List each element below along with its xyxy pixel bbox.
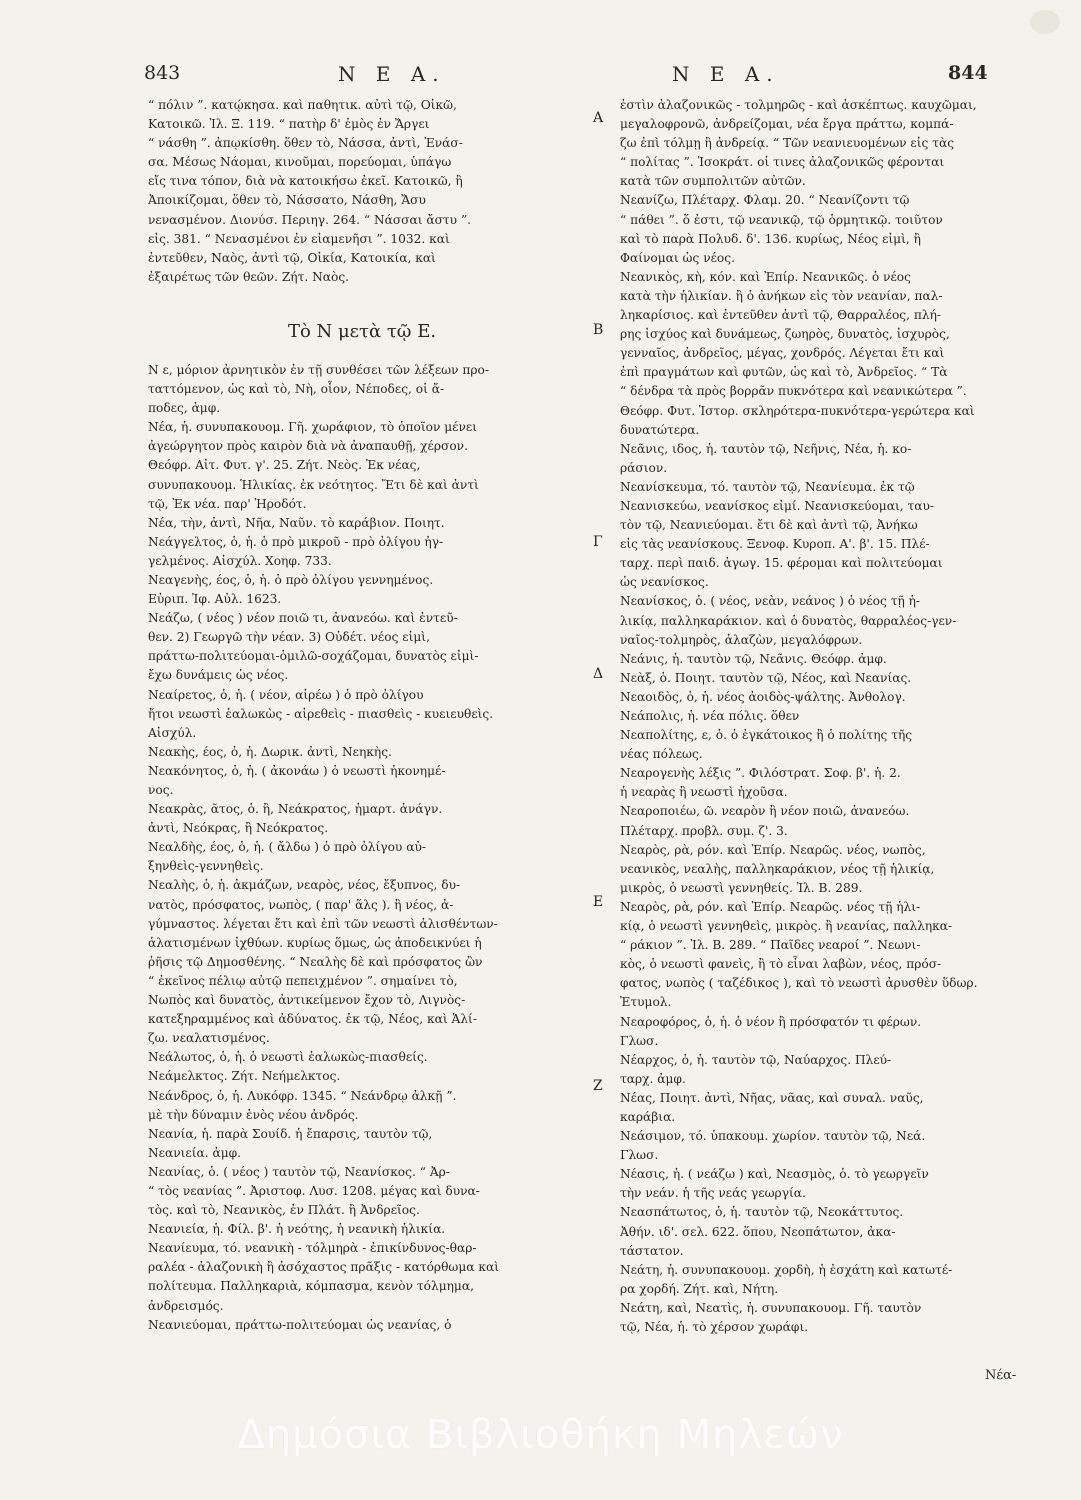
text-line: Νεάζω, ( νέος ) νέον ποιῶ τι, ἀνανεόω. καὶ ἐντεῦ- — [148, 611, 458, 626]
text-line: Νεαοιδὸς, ὁ, ἡ. νέος ἀοιδὸς-ψάλτης. Ἀνθολογ. — [620, 689, 906, 704]
text-line: νέας πόλεως. — [620, 747, 703, 762]
text-line: Νεακὴς, έος, ὁ, ἡ. Δωρικ. ἀντὶ, Νεηκὴς. — [148, 744, 392, 759]
left-page-number: 843 — [144, 62, 181, 84]
text-line: νεανικὸς, νεαλὴς, παλληκαράκιον, νέος τῇ ἡλικίᾳ, — [620, 861, 935, 876]
section-letter-a: A — [593, 110, 604, 126]
text-line: ταρχ. περὶ παιδ. ἀγωγ. 15. φέρομαι καὶ πολιτεύομαι — [620, 556, 943, 571]
text-line: λικίᾳ, παλληκαράκιον. καὶ ὁ δυνατὸς, θαρραλέος-γεν- — [620, 613, 957, 628]
text-line: Νεανιεία. ἀμφ. — [148, 1145, 242, 1160]
text-line: κατεξηραμμένος καὶ ἀδύνατος. ἐκ τῷ, Νέος, καὶ Ἁλί- — [148, 1012, 477, 1027]
text-line: νενασμένον. Διονύσ. Περιηγ. 264. “ Νάσσαι ἄστυ ”. — [148, 212, 472, 227]
text-line: τὸν τῷ, Νεανιεύομαι. ἔτι δὲ καὶ ἀντὶ τῷ, Ἀνήκω — [620, 518, 918, 533]
text-line: ἐπὶ πραγμάτων καὶ φυτῶν, ὡς καὶ τὸ, Ἀνδρεῖος. “ Τὰ — [620, 365, 948, 380]
library-watermark: Δημόσια Βιβλιοθήκη Μηλεών — [237, 1412, 844, 1458]
text-line: Νεανισκεύω, νεανίσκος εἰμί. Νεανισκεύομαι, ταυ- — [620, 498, 934, 513]
text-line: ἁλατισμένων ἰχθύων. κυρίως ὅμως, ὡς ἀποδεικνύει ἡ — [148, 935, 482, 950]
text-line: δυνατώτερα. — [620, 422, 700, 437]
text-line: Νεαλὴς, ὁ, ἡ. ἀκμάζων, νεαρὸς, νέος, ἔξυπνος, δυ- — [148, 878, 461, 893]
text-line: καράβια. — [620, 1109, 676, 1124]
text-line: καὶ τὸ παρὰ Πολυδ. δ'. 136. κυρίως, Νέος εἰμὶ, ἢ — [620, 231, 921, 246]
text-line: ἐντεῦθεν, Ναὸς, ἀντὶ τῷ, Οἰκία, Κατοικία, καὶ — [148, 250, 436, 265]
text-line: Νεαλδὴς, έος, ὁ, ἡ. ( ἄλδω ) ὁ πρὸ ὀλίγου αὐ- — [148, 840, 426, 855]
text-line: Νεανιεύομαι, πράττω-πολιτεύομαι ὡς νεανίας, ὁ — [148, 1317, 452, 1332]
right-page-number: 844 — [948, 62, 988, 84]
text-line: Νεανίσκευμα, τό. ταυτὸν τῷ, Νεανίευμα. ἐκ τῷ — [620, 479, 915, 494]
text-line: Νέαρχος, ὁ, ἡ. ταυτὸν τῷ, Ναύαρχος. Πλεύ- — [620, 1052, 892, 1067]
text-line: κίᾳ, ὁ νεωστὶ γεννηθεὶς, μικρὸς. ἢ νεανίας, παλληκα- — [620, 919, 953, 934]
text-line: γύμναστος. λέγεται ἔτι καὶ ἐπὶ τῶν νεωστὶ ἁλισθέντων- — [148, 916, 498, 931]
text-line: Νεαρὸς, ρὰ, ρόν. καὶ Ἐπίρ. Νεαρῶς. νέος, νωπὸς, — [620, 842, 926, 857]
text-line: Αἰσχύλ. — [148, 725, 197, 740]
text-line: Γλωσ. — [620, 1033, 659, 1048]
text-line: τάστατον. — [620, 1243, 684, 1258]
section-letter-e: E — [593, 894, 604, 910]
text-line: κὸς, ὁ νεωστὶ φανεὶς, ἢ τὸ εἶναι λαβὼν, νέος, πρόσ- — [620, 957, 942, 972]
text-line: “ ἐκεῖνος πέλιῳ αὐτῷ πεπειχμένον ”. σημαίνει τὸ, — [148, 973, 458, 988]
paper-stain — [1030, 10, 1060, 34]
text-line: Νεαπολίτης, ε, ὁ. ὁ ἐγκάτοικος ἢ ὁ πολίτης τῆς — [620, 728, 913, 743]
text-line: ράσιον. — [620, 460, 668, 475]
page-header — [140, 62, 988, 92]
text-line: Νεὰξ, ὁ. Ποιητ. ταυτὸν τῷ, Νέος, καὶ Νεανίας. — [620, 670, 912, 685]
text-line: ἀνδρεισμός. — [148, 1298, 224, 1313]
text-line: ξηνθεὶς-γεννηθεὶς. — [148, 859, 264, 874]
text-line: Νέα, ἡ. συνυπακουομ. Γῆ. χωράφιον, τὸ ὁποῖον μένει — [148, 420, 477, 435]
text-line: Νεανία, ἡ. παρὰ Σουίδ. ἡ ἔπαρσις, ταυτὸν τῷ, — [148, 1126, 433, 1141]
text-line: Νεαρὸς, ρὰ, ρόν. καὶ Ἐπίρ. Νεαρῶς. νέος τῇ ἡλι- — [620, 899, 921, 914]
text-line: Νεάμελκτος. Ζήτ. Νεήμελκτος. — [148, 1069, 341, 1084]
text-line: ραλέα - ἀλαζονικὴ ἢ ἀσόχαστος πρᾶξις - κατόρθωμα καὶ — [148, 1260, 500, 1275]
text-line: Ἐτυμολ. — [620, 995, 672, 1010]
text-line: τὸς. καὶ τὸ, Νεανικὸς, ἐν Πλάτ. ἢ Ἀνδρεῖος. — [148, 1203, 420, 1218]
text-line: Νεάνις, ἡ. ταυτὸν τῷ, Νεᾶνις. Θεόφρ. ἀμφ. — [620, 651, 887, 666]
text-line: ταρχ. ἀμφ. — [620, 1071, 686, 1086]
text-line: ὡς νεανίσκος. — [620, 575, 709, 590]
text-line: Νεαροφόρος, ὁ, ἡ. ὁ νέον ἢ πρόσφατόν τι φέρων. — [620, 1014, 922, 1029]
text-line: γελμένος. Αἰσχύλ. Χοηφ. 733. — [148, 553, 332, 568]
text-line: ἐξαιρέτως τῶν θεῶν. Ζήτ. Ναὸς. — [148, 269, 350, 284]
text-line: Νεανίας, ὁ. ( νέος ) ταυτὸν τῷ, Νεανίσκος. “ Ἀρ- — [148, 1164, 450, 1179]
text-line: Νεασπάτωτος, ὁ, ἡ. ταυτὸν τῷ, Νεοκάττυτος. — [620, 1205, 904, 1220]
text-line: Νεανίζω, Πλέταρχ. Φλαμ. 20. “ Νεανίζοντι τῷ — [620, 193, 910, 208]
text-line: Νεακόνητος, ὁ, ἡ. ( ἀκονάω ) ὁ νεωστὶ ἠκονημέ- — [148, 763, 446, 778]
text-line: εἴς τινα τόπον, διὰ νὰ κατοικήσω ἐκεῖ. Κατοικῶ, ἢ — [148, 174, 463, 189]
text-line: Ἀποικίζομαι, ὅθεν τὸ, Νάσσατο, Νάσθη, Ἄσυ — [148, 193, 426, 208]
text-line: Νεάσιμον, τό. ὑπακουμ. χωρίον. ταυτὸν τῷ, Νεά. — [620, 1129, 926, 1144]
text-line: Νεαίρετος, ὁ, ἡ. ( νέον, αἱρέω ) ὁ πρὸ ὀλίγου — [148, 687, 424, 702]
text-line: “ δένδρα τὰ πρὸς βορρᾶν πυκνότερα καὶ νεανικώτερα ”. — [620, 384, 967, 399]
text-line: σα. Μέσως Νάομαι, κινοῦμαι, πορεύομαι, ὑπάγω — [148, 155, 452, 170]
section-letter-z: Z — [593, 1078, 603, 1094]
catchword: Νέα- — [985, 1368, 1017, 1383]
text-line: Θεόφρ. Αἰτ. Φυτ. γ'. 25. Ζήτ. Νεὸς. Ἐκ νέας, — [148, 458, 421, 473]
text-line: ῥῆσις τῷ Δημοσθένης. “ Νεαλὴς δὲ καὶ πρόσφατος ὢν — [148, 954, 483, 969]
text-line: ζω ἐπὶ τόλμῃ ἢ ἀνδρείᾳ. “ Τῶν νεανιευομένων εἰς τὰς — [620, 136, 955, 151]
text-line: ἀντὶ, Νεόκρας, ἢ Νεόκρατος. — [148, 821, 329, 836]
text-line: ζω. νεαλατισμένος. — [148, 1031, 270, 1046]
text-line: Θεόφρ. Φυτ. Ἱστορ. σκληρότερα-πυκνότερα-γερώτερα καὶ — [620, 403, 975, 418]
text-line: Νωπὸς καὶ δυνατὸς, ἀντικείμενον ἔχον τὸ, Λιγνὸς- — [148, 993, 466, 1008]
text-line: θεν. 2) Γεωργῶ τὴν νέαν. 3) Οὐδέτ. νέος εἰμὶ, — [148, 630, 430, 645]
text-line: Νεάπολις, ἡ. νέα πόλις. ὅθεν — [620, 709, 800, 723]
text-line: Νεακρὰς, ᾶτος, ὁ. ἢ, Νεάκρατος, ἡμαρτ. ἀνάγν. — [148, 802, 443, 817]
text-line: “ τὸς νεανίας ”. Ἀριστοφ. Λυσ. 1208. μέγας καὶ δυνα- — [148, 1183, 480, 1198]
text-line: Νέασις, ἡ. ( νεάζω ) καὶ, Νεασμὸς, ὁ. τὸ γεωργεῖν — [620, 1167, 929, 1182]
section-letter-d: Δ — [593, 666, 604, 682]
text-line: Νεανίσκος, ὁ. ( νέος, νεὰν, νεάνος ) ὁ νέος τῇ ἡ- — [620, 594, 921, 609]
text-line: φατος, νωπὸς ( ταζέδικος ), καὶ τὸ νεωστὶ ἀρυσθὲν ὕδωρ. — [620, 976, 978, 991]
text-line: Ἀθήν. ιδ'. σελ. 622. ὅπου, Νεοπάτωτον, ἀκα- — [620, 1224, 896, 1239]
text-line: νος. — [148, 783, 174, 797]
text-line: τῷ, Νέα, ἡ. τὸ χέρσον χωράφι. — [620, 1320, 809, 1334]
text-line: Εὐριπ. Ἰφ. Αὐλ. 1623. — [148, 592, 282, 607]
text-line: Νεαροποιέω, ῶ. νεαρὸν ἢ νέον ποιῶ, ἀνανεόω. — [620, 804, 910, 819]
text-line: νατὸς, πρόσφατος, νωπὸς, ( παρ' ἅλς ). ἢ νέος, ἀ- — [148, 897, 454, 912]
blank-line — [148, 287, 576, 309]
text-line: Νεανίευμα, τό. νεανικὴ - τόλμηρὰ - ἐπικίνδυνος-θαρ- — [148, 1241, 477, 1256]
text-line: ταττόμενον, ὡς καὶ τὸ, Νὴ, οἷον, Νέποδες, οἱ ἄ- — [148, 382, 445, 397]
text-line: ἀγεώργητον πρὸς καιρὸν διὰ νὰ ἀναπαυθῇ, χέρσον. — [148, 439, 468, 454]
text-line: “ πολίτας ”. Ἰσοκράτ. οἱ τινες ἀλαζονικῶς φέρονται — [620, 155, 945, 170]
text-line: Νεάλωτος, ὁ, ἡ. ὁ νεωστὶ ἑαλωκὼς-πιασθείς. — [148, 1050, 428, 1065]
text-line: “ πάθει ”. ὅ ἐστι, τῷ νεανικῷ, τῷ ὁρμητικῷ. τοιῦτον — [620, 212, 943, 227]
text-line: εἰς. 381. “ Νενασμένοι ἐν εἰαμενῆσι ”. 1032. καὶ — [148, 231, 450, 246]
text-line: “ ράκιον ”. Ἰλ. Β. 289. “ Παῖδες νεαροί ”. Νεωνι- — [620, 938, 921, 953]
text-line: Νέας, Ποιητ. ἀντὶ, Νῆας, νᾶας, καὶ συναλ. ναῦς, — [620, 1090, 924, 1105]
right-running-title: Ν Ε Α. — [672, 62, 780, 86]
text-line: Κατοικῶ. Ἰλ. Ξ. 119. “ πατὴρ δ' ἐμὸς ἐν Ἄργει — [148, 117, 430, 132]
left-column — [148, 96, 576, 1335]
text-line: Νέα, τὴν, ἀντὶ, Νῆα, Ναῦν. τὸ καράβιον. Ποιητ. — [148, 515, 445, 530]
text-line: μεγαλοφρονῶ, ἀνδρείζομαι, νέα ἔργα πράττω, κομπά- — [620, 117, 954, 132]
text-line: Γλωσ. — [620, 1148, 659, 1163]
text-line: Νεανιεία, ἡ. Φίλ. β'. ἡ νεότης, ἡ νεανικὴ ἡλικία. — [148, 1222, 446, 1237]
text-line: ρης ἰσχύος καὶ δυνάμεως, ζωηρὸς, δυνατὸς, ἰσχυρὸς, — [620, 327, 950, 342]
text-line: Νεᾶνις, ιδος, ἡ. ταυτὸν τῷ, Νεῆνις, Νέα, ἡ. κο- — [620, 441, 912, 456]
text-line: τῷ, Ἐκ νέα. παρ' Ἡροδότ. — [148, 496, 307, 511]
text-line: Νεάνδρος, ὁ, ἡ. Λυκόφρ. 1345. “ Νεάνδρῳ ἀλκῇ ”. — [148, 1088, 457, 1103]
text-line: εἰς τὰς νεανίσκους. Ξενοφ. Κυροπ. Α'. β'. 15. Πλέ- — [620, 537, 930, 552]
right-column — [620, 96, 1040, 1337]
section-letter-b: B — [593, 322, 604, 338]
text-line: Νεάτη, ἡ. συνυπακουομ. χορδὴ, ἡ ἐσχάτη καὶ κατωτέ- — [620, 1262, 953, 1277]
text-line: Ν ε, μόριον ἀρνητικὸν ἐν τῇ συνθέσει τῶν λέξεων προ- — [148, 362, 489, 377]
text-line: ληκαρίσιος. καὶ ἐντεῦθεν ἀντὶ τῷ, Θαρραλέος, πλή- — [620, 308, 942, 323]
text-line: Πλέταρχ. προβλ. συμ. ζ'. 3. — [620, 823, 788, 838]
text-line: πολίτευμα. Παλληκαριὰ, κόμπασμα, κενὸν τόλμημα, — [148, 1279, 474, 1294]
text-line: Νεαρογενὴς λέξις ”. Φιλόστρατ. Σοφ. β'. ἡ. 2. — [620, 766, 901, 781]
section-letter-g: Γ — [593, 534, 603, 550]
text-line: ρα χορδή. Ζήτ. καὶ, Νήτη. — [620, 1281, 779, 1296]
text-line: συνυπακουομ. Ἡλικίας. ἐκ νεότητος. Ἔτι δὲ καὶ ἀντὶ — [148, 477, 479, 492]
section-heading: Τὸ Ν μετὰ τῷ Ε. — [287, 320, 437, 342]
text-line: τὴν νεάν. ἡ τῆς νεάς γεωργία. — [620, 1186, 806, 1201]
text-line: “ νάσθη ”. ἀπῳκίσθη. ὅθεν τὸ, Νάσσα, ἀντὶ, Ἐνάσ- — [148, 136, 463, 151]
text-line: κατὰ τὴν ἡλικίαν. ἢ ὁ ἀνήκων εἰς τὸν νεανίαν, παλ- — [620, 288, 943, 303]
text-line: ναῖος-τολμηρὸς, ἀλαζὼν, μεγαλόφρων. — [620, 632, 863, 647]
text-line: Νεανικὸς, κὴ, κόν. καὶ Ἐπίρ. Νεανικῶς. ὁ νέος — [620, 269, 911, 284]
text-line: ἡ νεαρὰς ἢ νεωστὶ ἠχοῦσα. — [620, 785, 788, 800]
text-line: Νεάγγελτος, ὁ, ἡ. ὁ πρὸ μικροῦ - πρὸ ὀλίγου ἠγ- — [148, 534, 444, 549]
text-line: κατὰ τῶν συμπολιτῶν αὐτῶν. — [620, 174, 806, 189]
text-line: ἔχω δυνάμεις ὡς νέος. — [148, 668, 289, 683]
text-line: Φαίνομαι ὡς νέος. — [620, 250, 735, 265]
text-line: Νεάτη, καὶ, Νεατὶς, ἡ. συνυπακουομ. Γῆ. ταυτὸν — [620, 1300, 922, 1315]
text-line: ποδες, ἀμφ. — [148, 401, 221, 416]
text-line: μικρὸς, ὁ νεωστὶ γεννηθείς. Ἰλ. Β. 289. — [620, 880, 863, 895]
section-letter-markers — [591, 96, 613, 1396]
text-line: πράττω-πολιτεύομαι-ὁμιλῶ-σοχάζομαι, δυνατὸς εἰμὶ- — [148, 649, 479, 664]
text-line: ἤτοι νεωστὶ ἑαλωκὼς - αἱρεθεὶς - πιασθεὶς - κυειευθεὶς. — [148, 706, 494, 721]
text-line: ἐστὶν ἀλαζονικῶς - τολμηρῶς - καὶ ἀσκέπτως. καυχῶμαι, — [620, 98, 977, 112]
text-line: “ πόλιν ”. κατῴκησα. καὶ παθητικ. αὐτὶ τῷ, Οἰκῶ, — [148, 98, 457, 112]
text-line: γενναῖος, ἀνδρεῖος, μέγας, χονδρός. Λέγεται ἔτι καὶ — [620, 346, 945, 361]
left-running-title: Ν Ε Α. — [338, 62, 446, 86]
text-line: Νεαγενὴς, έος, ὁ, ἡ. ὁ πρὸ ὀλίγου γεννημένος. — [148, 572, 434, 587]
text-line: μὲ τὴν δύναμιν ἑνὸς νέου ἀνδρός. — [148, 1107, 359, 1122]
